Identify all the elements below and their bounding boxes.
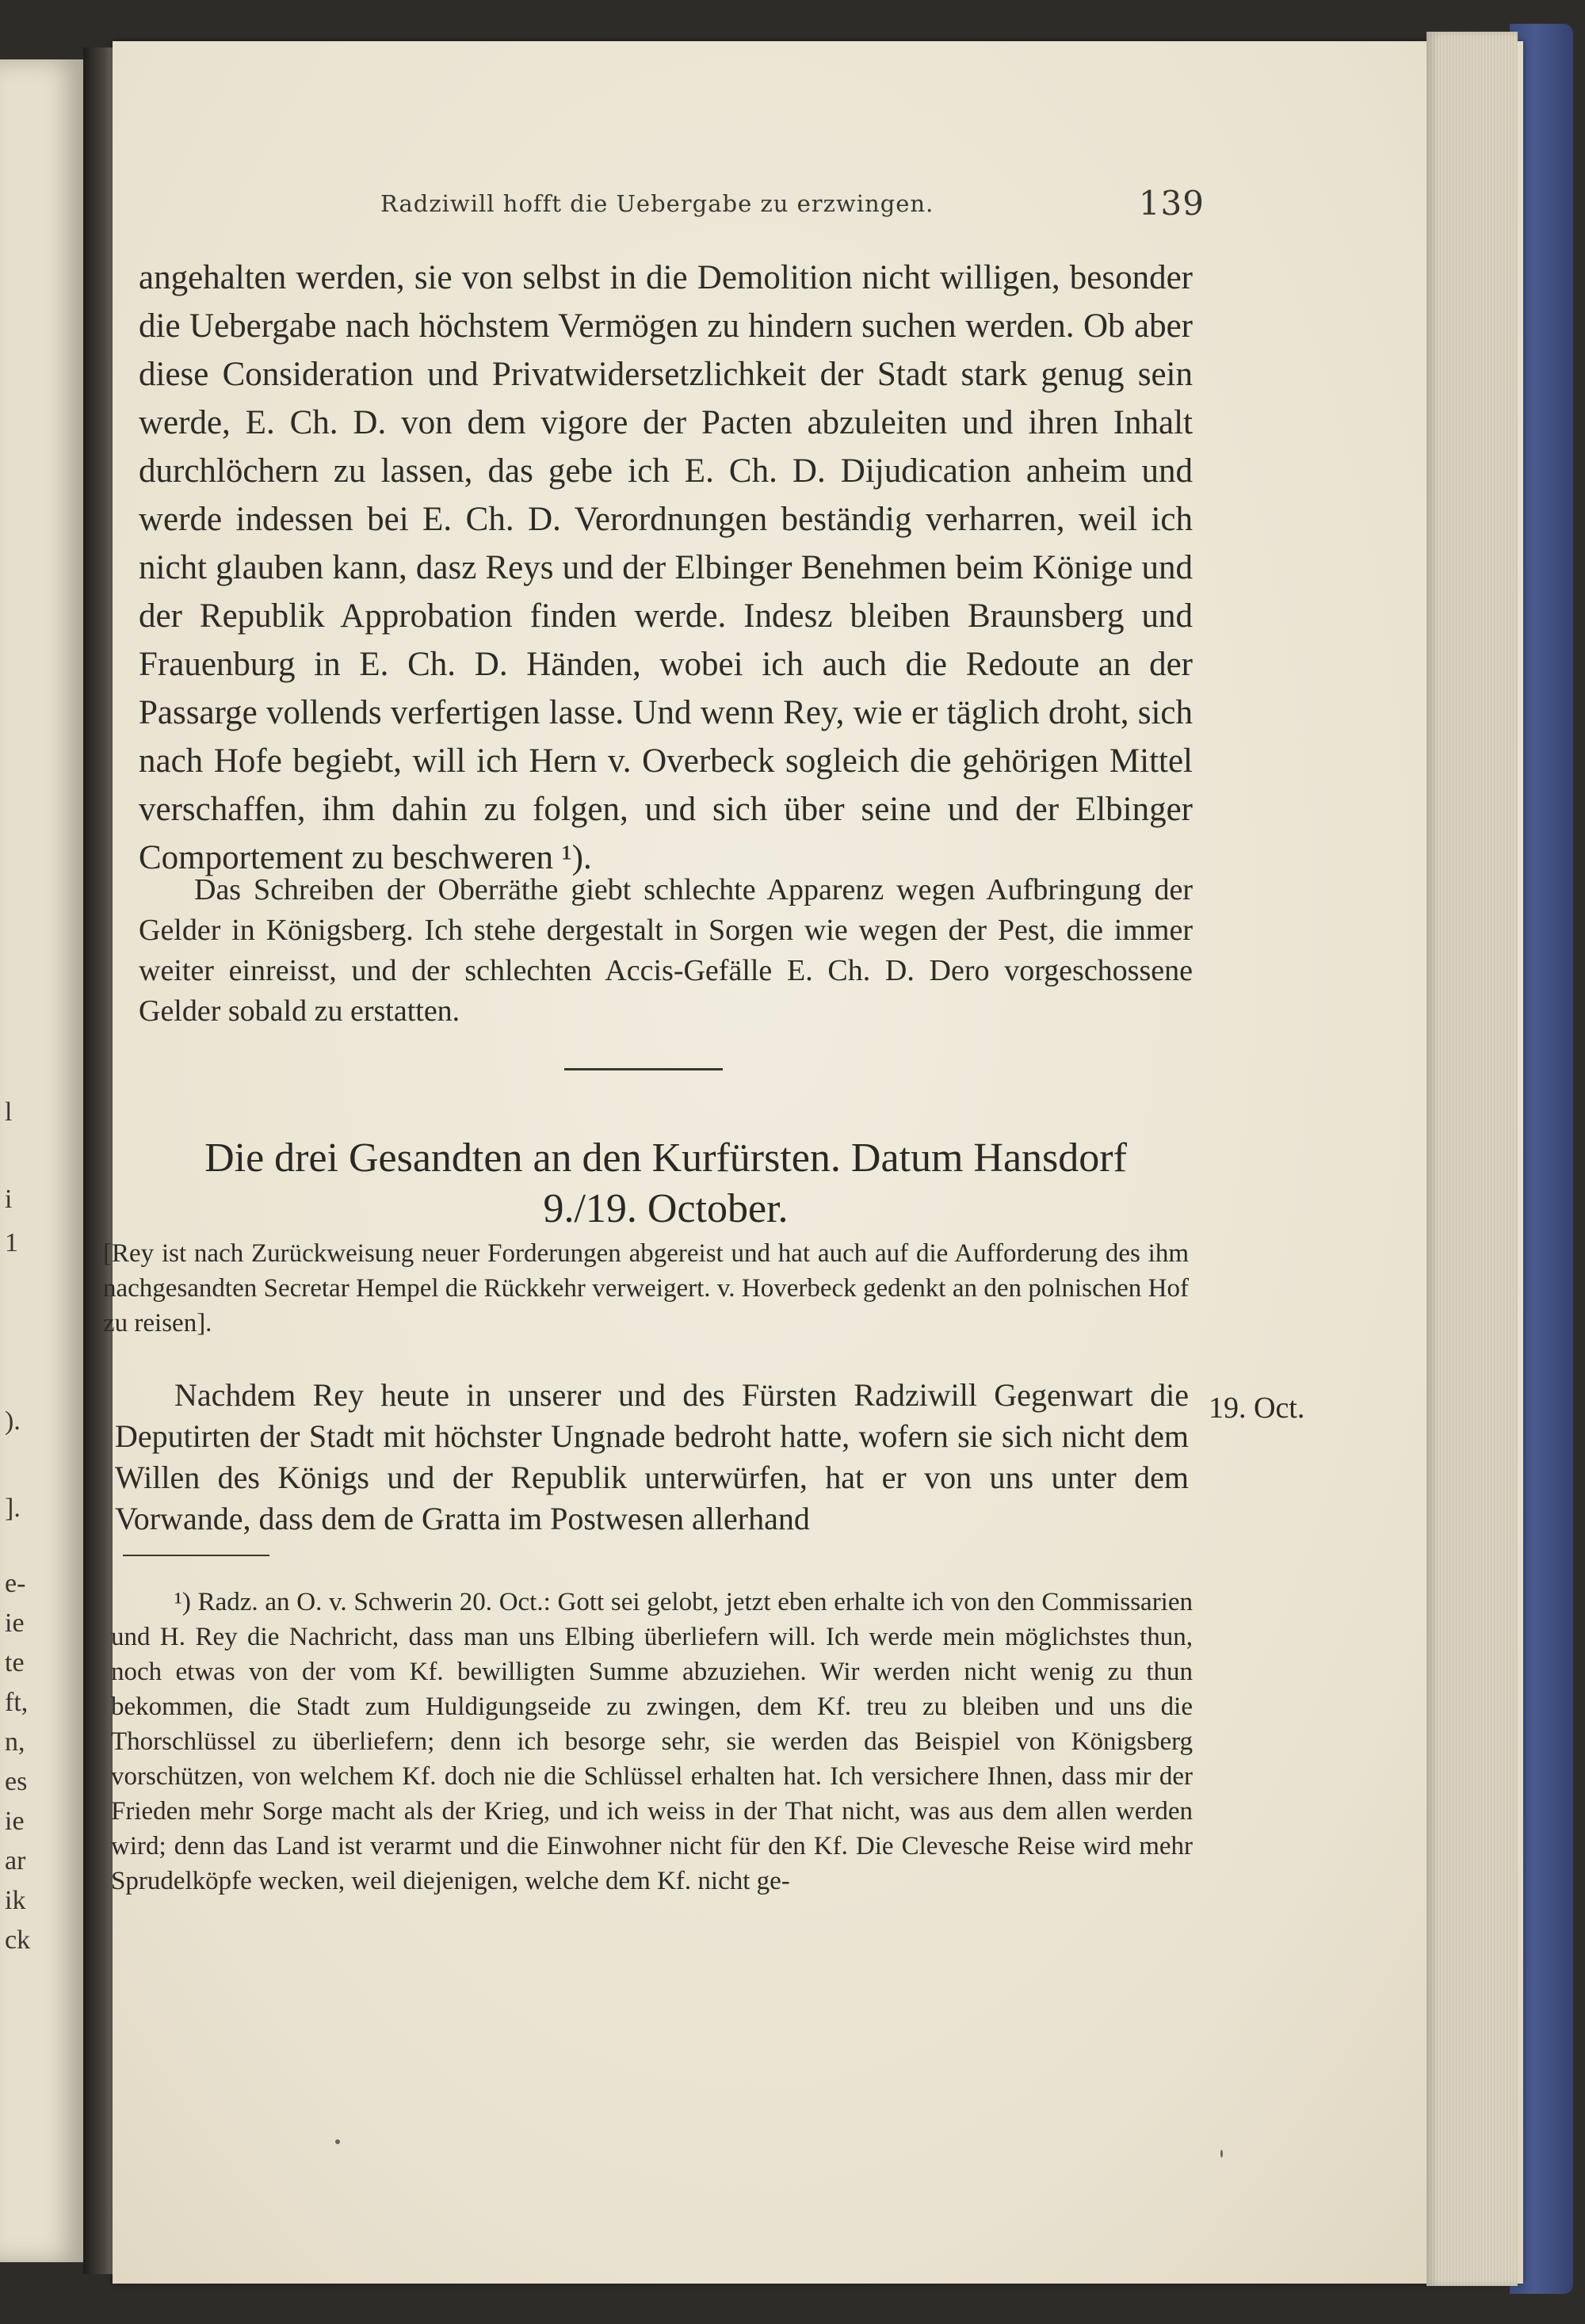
facing-fragment: ie (5, 1608, 25, 1638)
running-head (365, 184, 1205, 223)
body-paragraph: Nachdem Rey heute in unserer und des Fürsten Radziwill Gegenwart die Deputirten der Stadt mit höchster Ungnade bedroht hatte, wofern sie sich nicht dem Willen des Königs und der Republik unterwürfen, hat er von uns unter dem Vorwande, dass dem de Gratta im Postwesen allerhand (115, 1377, 1189, 1536)
running-title: Radziwill hofft die Uebergabe zu erzwingen. (380, 190, 934, 217)
facing-fragment: ik (5, 1886, 26, 1915)
page-number: 139 (1138, 184, 1205, 223)
facing-fragment: es (5, 1767, 28, 1796)
section-divider (564, 1068, 723, 1070)
facing-fragment: 1 (5, 1228, 18, 1257)
page-edges (1426, 32, 1518, 2286)
facing-fragment: ie (5, 1807, 25, 1836)
facing-fragment: ck (5, 1925, 31, 1955)
facing-fragment: te (5, 1648, 25, 1677)
paper-speck (335, 2139, 340, 2144)
facing-fragment: ar (5, 1846, 26, 1876)
facing-fragment: l (5, 1097, 13, 1127)
body-paragraph: angehalten werden, sie von selbst in die Demolition nicht willigen, besonder die Uebergabe nach höchstem Vermögen zu hindern suchen werden. Ob aber diese Consideration und Privatwidersetzlichkeit der Stadt stark genug sein werde, E. Ch. D. von dem vigore der Pacten abzuleiten und ihren Inhalt durchlöchern zu lassen, das gebe ich E. Ch. D. Dijudication anheim und werde indessen bei E. Ch. D. Verordnungen beständig verharren, weil ich nicht glauben kann, dasz Reys und der Elbinger Benehmen beim Könige und der Republik Approbation finden werde. Indesz bleiben Braunsberg und Frauenburg in E. Ch. D. Händen, wobei ich auch die Redoute an der Passarge vollends verfertigen lasse. Und wenn Rey, wie er täglich droht, sich nach Hofe begiebt, will ich Hern v. Overbeck sogleich die gehörigen Mittel verschaffen, ihm dahin zu folgen, und sich über seine und der Elbinger Comportement zu beschweren ¹). (139, 259, 1193, 876)
footnote-divider (123, 1555, 269, 1556)
facing-fragment: ]. (5, 1494, 21, 1523)
facing-page-fragments (0, 59, 83, 2262)
facing-fragment: ). (5, 1406, 21, 1436)
body-paragraph: Das Schreiben der Oberräthe giebt schlechte Apparenz wegen Aufbringung der Gelder in Königsberg. Ich stehe dergestalt in Sorgen wie wegen der Pest, die immer weiter einreisst, und der schlechten Accis-Gefälle E. Ch. D. Dero vorgeschossene Gelder sobald zu erstatten. (139, 873, 1193, 1028)
facing-fragment: n, (5, 1727, 25, 1757)
section-heading (139, 1133, 1193, 1235)
facing-fragment: i (5, 1185, 13, 1214)
section-heading-line: 9./19. October. (543, 1186, 789, 1231)
paper-speck (1220, 2150, 1223, 2158)
section-summary: [Rey ist nach Zurückweisung neuer Forderungen abgereist und hat auch auf die Aufforderung des ihm nachgesandten Secretar Hempel die Rückkehr verweigert. v. Hoverbeck gedenkt an den polnischen Hof zu reisen]. (103, 1239, 1189, 1338)
footnote: ¹) Radz. an O. v. Schwerin 20. Oct.: Gott sei gelobt, jetzt eben erhalte ich von den Commissarien und H. Rey die Nachricht, dass man uns Elbing überliefern will. Ich werde mein möglichstes thun, noch etwas von der vom Kf. bewilligten Summe abzuziehen. Wir werden nicht wenig zu thun bekommen, die Stadt zum Huldigungseide zu zwingen, dem Kf. treu zu bleiben und uns die Thorschlüssel zu überliefern; denn ich besorge sehr, sie werden das Beispiel von Königsberg vorschützen, von welchem Kf. doch nie die Schlüssel erhalten hat. Ich versichere Ihnen, dass mir der Frieden mehr Sorge macht als der Krieg, und ich weiss in der That nicht, was aus dem allen werden wird; denn das Land ist verarmt und die Einwohner nicht für den Kf. Die Clevesche Reise wird mehr Sprudelköpfe wecken, weil diejenigen, welche dem Kf. nicht ge- (111, 1588, 1193, 1895)
facing-page-edge (0, 59, 83, 2262)
facing-fragment: e- (5, 1569, 26, 1598)
section-heading-line: Die drei Gesandten an den Kurfürsten. Datum Hansdorf (204, 1135, 1127, 1181)
facing-fragment: ft, (5, 1688, 29, 1717)
margin-date: 19. Oct. (1209, 1391, 1305, 1425)
